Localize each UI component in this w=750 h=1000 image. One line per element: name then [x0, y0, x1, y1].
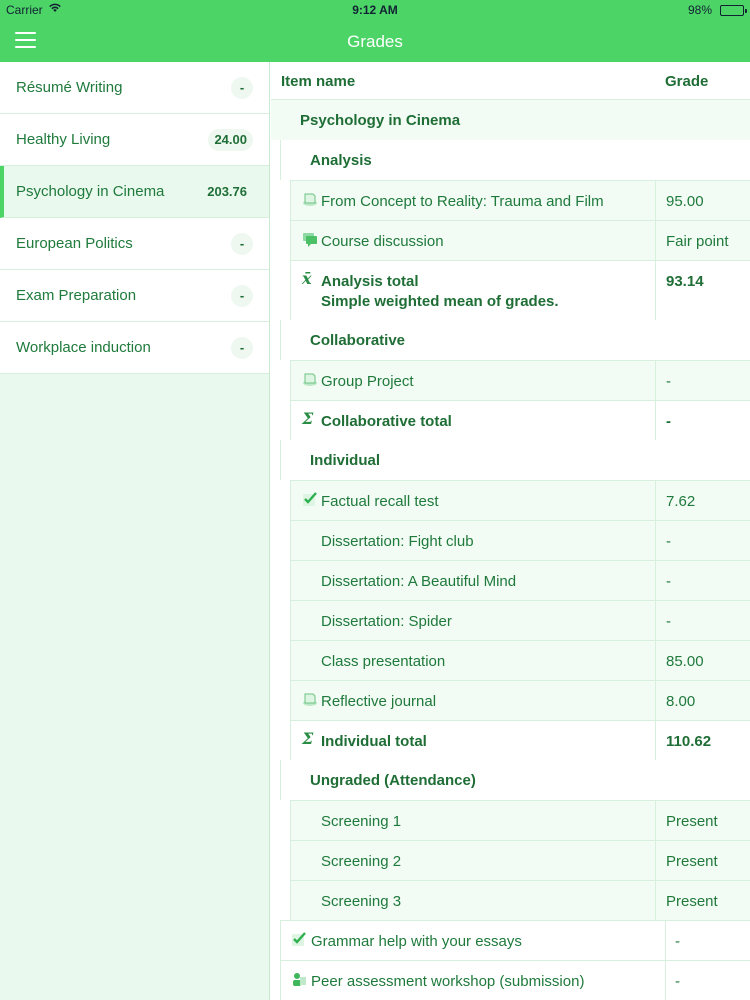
sum-icon: Σ — [302, 409, 314, 428]
grade-item-row[interactable] — [290, 480, 750, 520]
course-total-badge: 203.76 — [201, 181, 253, 203]
course-name: Résumé Writing — [16, 79, 123, 96]
grade-value: - — [675, 973, 680, 990]
total-name: Collaborative total — [321, 413, 452, 430]
battery-percent: 98% — [687, 3, 712, 17]
grade-value: - — [666, 533, 671, 550]
grade-item-row[interactable] — [290, 800, 750, 840]
course-title-row — [271, 100, 750, 140]
category-title: Analysis — [310, 152, 372, 169]
course-item-healthy-living[interactable] — [0, 114, 269, 166]
quiz-icon — [302, 491, 318, 507]
grade-value: 8.00 — [666, 693, 696, 710]
course-item-european-politics[interactable] — [0, 218, 269, 270]
grade-value: 7.62 — [666, 493, 696, 510]
course-total-badge: - — [231, 337, 253, 359]
course-item-resume-writing[interactable] — [0, 62, 269, 114]
grade-item-row[interactable] — [290, 180, 750, 220]
grade-value: Fair point — [666, 233, 729, 250]
grades-table — [271, 62, 750, 1000]
category-row-analysis — [280, 140, 750, 180]
grade-value: - — [675, 933, 680, 950]
status-bar — [0, 0, 750, 20]
grade-value: Present — [666, 813, 718, 830]
grade-item-row[interactable] — [290, 600, 750, 640]
grade-item-row[interactable] — [280, 960, 750, 1000]
assignment-icon — [302, 691, 318, 707]
grade-item-name: Screening 3 — [321, 893, 402, 910]
category-title: Collaborative — [310, 332, 406, 349]
course-name: Workplace induction — [16, 339, 151, 356]
grade-item-name: Dissertation: Fight club — [321, 533, 474, 550]
grade-value: Present — [666, 893, 718, 910]
total-name: Analysis total — [321, 273, 419, 290]
grade-item-name: Dissertation: Spider — [321, 613, 452, 630]
grade-item-name: Course discussion — [321, 233, 444, 250]
grade-item-name: Reflective journal — [321, 693, 437, 710]
assignment-icon — [302, 191, 318, 207]
grade-item-name: Group Project — [321, 373, 414, 390]
grade-item-row[interactable] — [290, 560, 750, 600]
grade-item-row[interactable] — [290, 220, 750, 260]
total-name: Individual total — [321, 733, 427, 750]
total-grade: 110.62 — [666, 733, 712, 750]
grade-item-row[interactable] — [290, 680, 750, 720]
grade-value: Present — [666, 853, 718, 870]
course-item-workplace-induction[interactable] — [0, 322, 269, 374]
category-title: Individual — [310, 452, 381, 469]
grade-item-row[interactable] — [280, 920, 750, 960]
course-item-psychology-in-cinema[interactable] — [0, 166, 269, 218]
grade-item-name: Dissertation: A Beautiful Mind — [321, 573, 517, 590]
workshop-icon — [291, 971, 307, 987]
grade-value: - — [666, 373, 671, 390]
course-title: Psychology in Cinema — [300, 112, 461, 129]
battery-icon — [720, 5, 744, 16]
grade-value: - — [666, 613, 671, 630]
grade-item-row[interactable] — [290, 360, 750, 400]
course-total-badge: 24.00 — [208, 129, 253, 151]
category-row-individual — [280, 440, 750, 480]
grade-item-name: Screening 2 — [321, 853, 402, 870]
course-total-badge: - — [231, 77, 253, 99]
course-total-badge: - — [231, 285, 253, 307]
category-total-row — [290, 400, 750, 440]
course-item-exam-preparation[interactable] — [0, 270, 269, 322]
grade-value: 95.00 — [666, 193, 704, 210]
course-name: European Politics — [16, 235, 133, 252]
forum-icon — [302, 231, 318, 247]
total-grade: 93.14 — [666, 273, 704, 290]
category-row-ungraded — [280, 760, 750, 800]
total-grade: - — [666, 413, 671, 430]
category-total-row — [290, 720, 750, 760]
nav-bar — [0, 20, 750, 62]
aggregation-description: Simple weighted mean of grades. — [321, 293, 559, 310]
quiz-icon — [291, 931, 307, 947]
grade-item-row[interactable] — [290, 840, 750, 880]
column-header-item-name: Item name — [281, 73, 356, 90]
course-name: Healthy Living — [16, 131, 111, 148]
assignment-icon — [302, 371, 318, 387]
category-row-collaborative — [280, 320, 750, 360]
grade-item-name: From Concept to Reality: Trauma and Film — [321, 193, 604, 210]
course-list — [0, 62, 270, 1000]
course-name: Exam Preparation — [16, 287, 137, 304]
table-header — [271, 62, 750, 100]
grade-item-name: Factual recall test — [321, 493, 439, 510]
grade-item-row[interactable] — [290, 640, 750, 680]
grade-value: - — [666, 573, 671, 590]
sum-icon: Σ — [302, 729, 314, 748]
grade-value: 85.00 — [666, 653, 704, 670]
category-title: Ungraded (Attendance) — [310, 772, 476, 789]
grade-item-name: Class presentation — [321, 653, 446, 670]
grade-item-row[interactable] — [290, 520, 750, 560]
clock: 9:12 AM — [352, 3, 398, 17]
carrier-label: Carrier — [6, 3, 43, 17]
course-total-badge: - — [231, 233, 253, 255]
mean-icon: x̄ — [302, 269, 312, 288]
page-title: Grades — [347, 32, 403, 51]
grade-item-name: Grammar help with your essays — [311, 933, 522, 950]
grade-item-name: Peer assessment workshop (submission) — [311, 973, 585, 990]
grade-item-row[interactable] — [290, 880, 750, 920]
category-total-row — [290, 260, 750, 320]
column-header-grade: Grade — [665, 73, 709, 90]
course-name: Psychology in Cinema — [16, 183, 165, 200]
grade-item-name: Screening 1 — [321, 813, 402, 830]
